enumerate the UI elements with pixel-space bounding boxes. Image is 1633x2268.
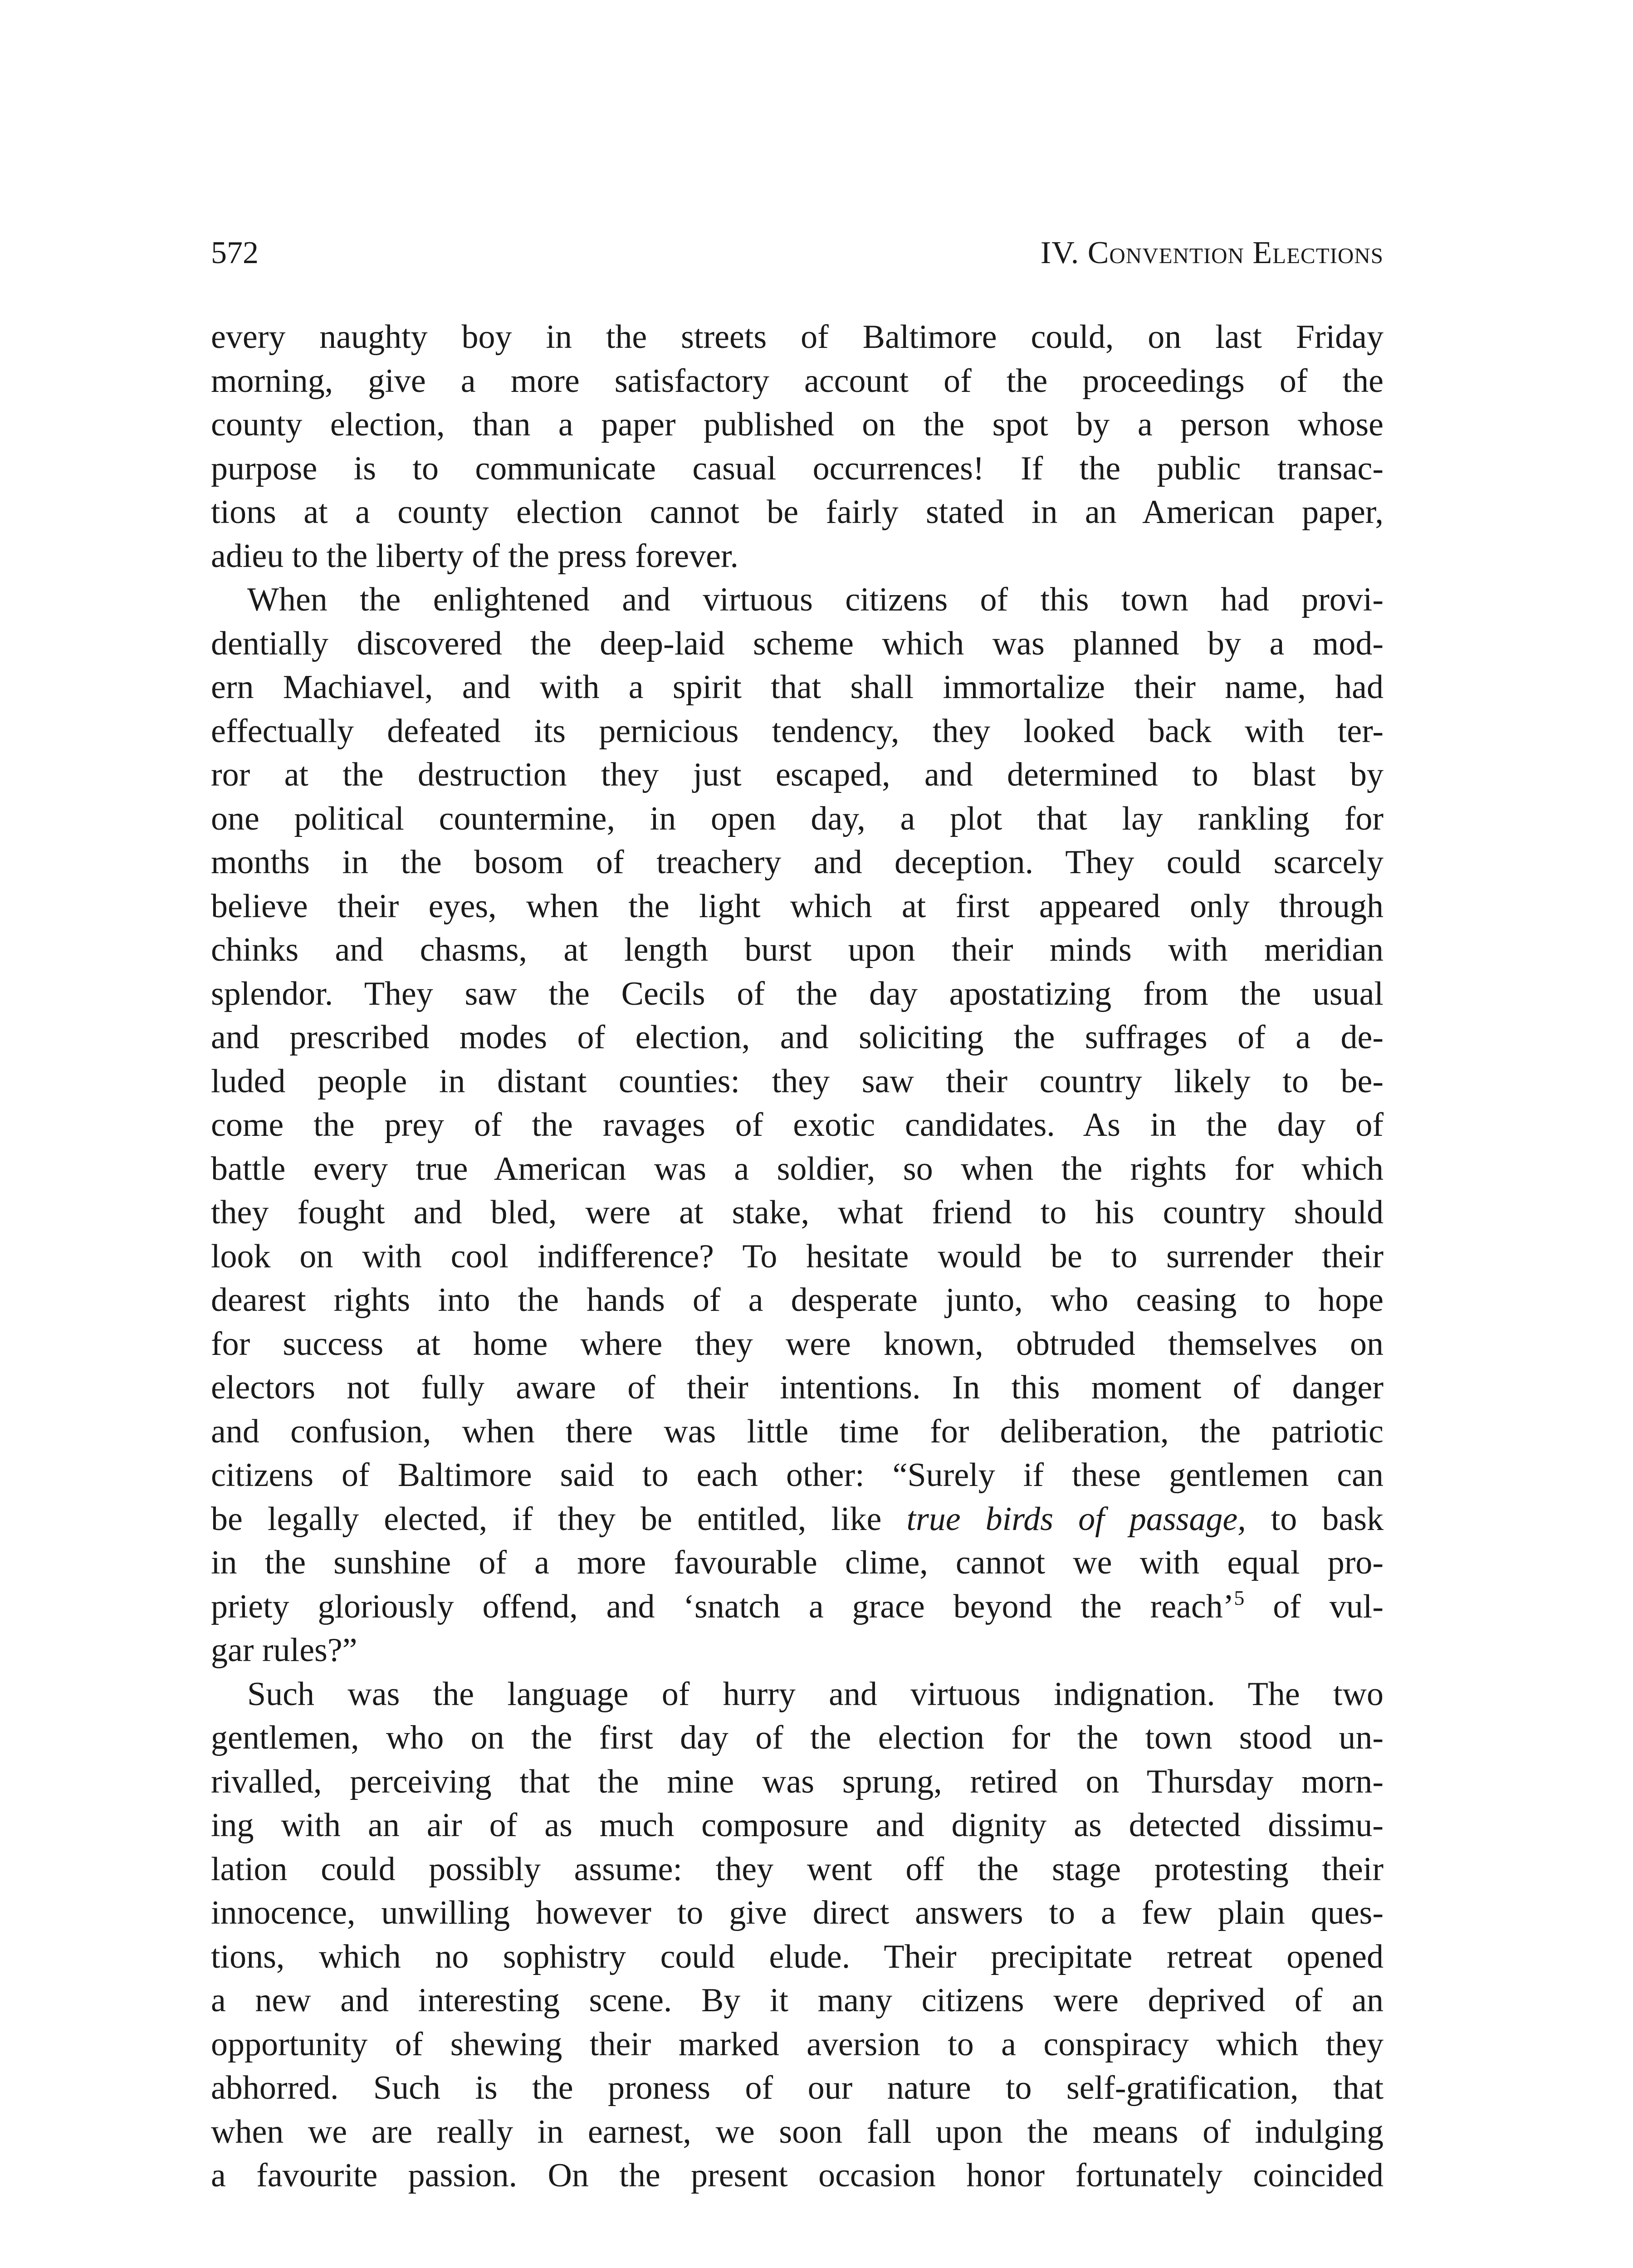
text-segment: of vul- [1244, 1588, 1384, 1625]
text-line: morning, give a more satisfactory account of the proceedings of the [211, 362, 1384, 400]
text-line-with-footnote [211, 1585, 1384, 1629]
text-line: battle every true American was a soldier, so when the rights for which [211, 1150, 1384, 1188]
text-line: one political countermine, in open day, a plot that lay rankling for [211, 800, 1384, 837]
text-segment: to bask [1246, 1500, 1384, 1538]
text-line: tions, which no sophistry could elude. Their precipitate retreat opened [211, 1938, 1384, 1975]
text-line: county election, than a paper published on the spot by a person whose [211, 406, 1384, 443]
text-segment: be legally elected, if they be entitled, like [211, 1500, 907, 1538]
text-line: for success at home where they were known, obtruded themselves on [211, 1325, 1384, 1363]
text-line: a favourite passion. On the present occasion honor fortunately coincided [211, 2157, 1384, 2194]
text-line: look on with cool indifference? To hesitate would be to surrender their [211, 1237, 1384, 1275]
text-line: and prescribed modes of election, and soliciting the suffrages of a de- [211, 1019, 1384, 1056]
text-line: chinks and chasms, at length burst upon their minds with meridian [211, 931, 1384, 968]
paragraph-1 [211, 315, 1384, 578]
text-line: Such was the language of hurry and virtuous indignation. The two [247, 1675, 1384, 1713]
text-line: when we are really in earnest, we soon fall upon the means of indulging [211, 2113, 1384, 2151]
paragraph-2 [211, 578, 1384, 1672]
text-line: tions at a county election cannot be fairly stated in an American paper, [211, 494, 1384, 531]
text-line: ing with an air of as much composure and dignity as detected dissimu- [211, 1807, 1384, 1844]
text-line: abhorred. Such is the proness of our nature to self-gratification, that [211, 2069, 1384, 2107]
text-line: innocence, unwilling however to give direct answers to a few plain ques- [211, 1894, 1384, 1931]
text-line: electors not fully aware of their intentions. In this moment of danger [211, 1369, 1384, 1406]
text-line: dentially discovered the deep-laid scheme which was planned by a mod- [211, 625, 1384, 662]
text-line: dearest rights into the hands of a desperate junto, who ceasing to hope [211, 1281, 1384, 1319]
text-line: gentlemen, who on the first day of the election for the town stood un- [211, 1719, 1384, 1756]
text-line: opportunity of shewing their marked aversion to a conspiracy which they [211, 2025, 1384, 2063]
text-line: When the enlightened and virtuous citizens of this town had provi- [247, 581, 1384, 618]
text-line: gar rules?” [211, 1632, 357, 1669]
paragraph-3 [211, 1672, 1384, 2198]
footnote-marker: 5 [1234, 1586, 1245, 1609]
body-text [211, 315, 1384, 2198]
text-line: adieu to the liberty of the press forever. [211, 537, 739, 575]
text-line: months in the bosom of treachery and deception. They could scarcely [211, 844, 1384, 881]
text-line: come the prey of the ravages of exotic candidates. As in the day of [211, 1106, 1384, 1144]
text-line: in the sunshine of a more favourable clime, cannot we with equal pro- [211, 1544, 1384, 1581]
text-line: they fought and bled, were at stake, what friend to his country should [211, 1194, 1384, 1231]
section-title: IV. Convention Elections [1040, 235, 1384, 270]
italic-phrase: true birds of passage, [906, 1500, 1246, 1538]
text-line: purpose is to communicate casual occurrences! If the public transac- [211, 450, 1384, 487]
text-line-with-italic [211, 1497, 1384, 1541]
running-head [211, 226, 1384, 280]
text-line: lation could possibly assume: they went off the stage protesting their [211, 1850, 1384, 1888]
text-segment: priety gloriously offend, and ‘snatch a grace beyond the reach’ [211, 1588, 1234, 1625]
text-line: every naughty boy in the streets of Baltimore could, on last Friday [211, 318, 1384, 356]
text-line: ror at the destruction they just escaped, and determined to blast by [211, 756, 1384, 793]
text-line: believe their eyes, when the light which at first appeared only through [211, 887, 1384, 925]
text-line: citizens of Baltimore said to each other: “Surely if these gentlemen can [211, 1457, 1384, 1494]
text-line: splendor. They saw the Cecils of the day apostatizing from the usual [211, 975, 1384, 1012]
text-line: effectually defeated its pernicious tendency, they looked back with ter- [211, 712, 1384, 750]
text-line: ern Machiavel, and with a spirit that shall immortalize their name, had [211, 669, 1384, 706]
text-line: a new and interesting scene. By it many citizens were deprived of an [211, 1982, 1384, 2019]
text-line: rivalled, perceiving that the mine was sprung, retired on Thursday morn- [211, 1763, 1384, 1800]
page-number: 572 [211, 235, 259, 270]
text-line: luded people in distant counties: they saw their country likely to be- [211, 1062, 1384, 1100]
text-line: and confusion, when there was little time for deliberation, the patriotic [211, 1413, 1384, 1450]
